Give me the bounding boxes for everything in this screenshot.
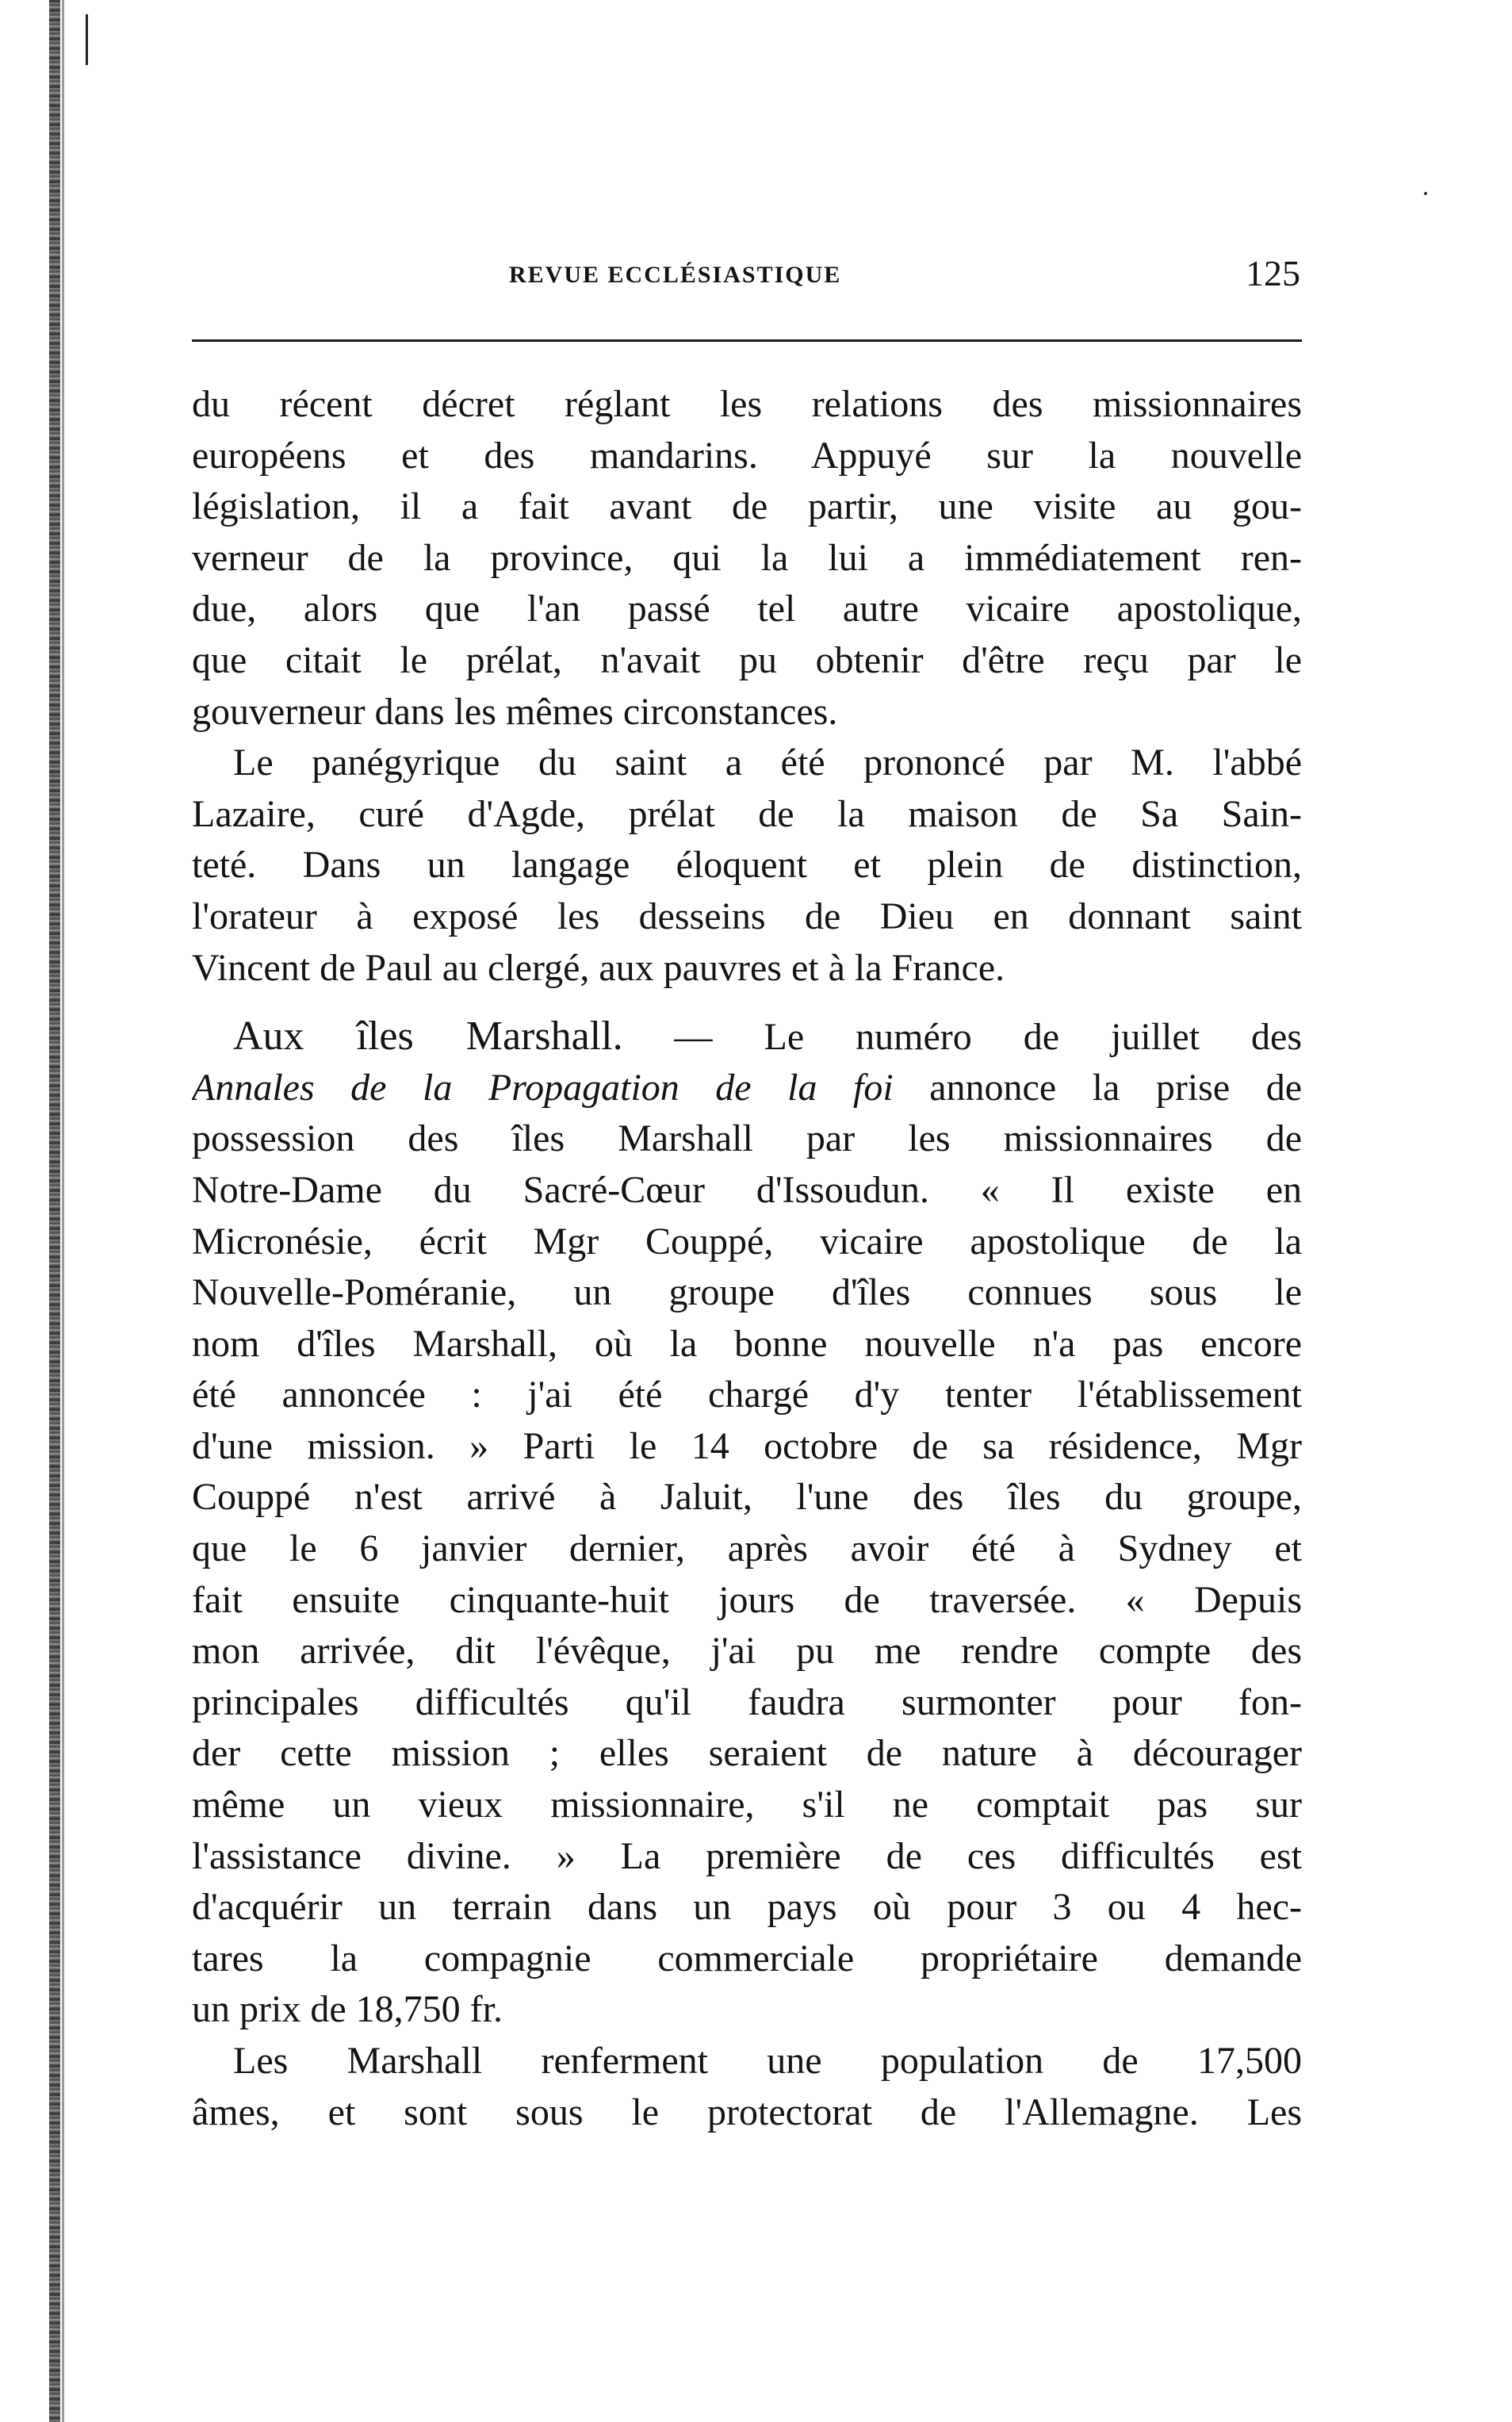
text-line: du récent décret réglant les relations des missionnaires	[192, 383, 1302, 425]
text-line: Micronésie, écrit Mgr Couppé, vicaire apostolique de la	[192, 1220, 1302, 1263]
text-line: Nouvelle-Poméranie, un groupe d'îles connues sous le	[192, 1271, 1302, 1314]
text-line: d'acquérir un terrain dans un pays où pour 3 ou 4 hec-	[192, 1886, 1302, 1929]
text-line: même un vieux missionnaire, s'il ne comptait pas sur	[192, 1784, 1302, 1826]
text-line: l'assistance divine. » La première de ces difficultés est	[192, 1834, 1302, 1877]
paragraph-decree	[192, 379, 1302, 738]
paragraph-marshall	[192, 1011, 1302, 2036]
text-line: Le panégyrique du saint a été prononcé par M. l'abbé	[233, 742, 1302, 784]
text-line: fait ensuite cinquante-huit jours de traversée. « Depuis	[192, 1578, 1302, 1621]
text-line: verneur de la province, qui la lui a immédiatement ren-	[192, 536, 1302, 579]
paragraph-panegyric	[192, 738, 1302, 994]
text-line: Couppé n'est arrivé à Jaluit, l'une des îles du groupe,	[192, 1476, 1302, 1519]
text-line: possession des îles Marshall par les missionnaires de	[192, 1117, 1302, 1160]
text-line: été annoncée : j'ai été chargé d'y tenter l'établissement	[192, 1374, 1302, 1416]
text-line: tares la compagnie commerciale propriétaire demande	[192, 1937, 1302, 1979]
paragraph-population	[192, 2036, 1302, 2138]
text-line: due, alors que l'an passé tel autre vicaire apostolique,	[192, 588, 1302, 630]
section-heading-line	[192, 1011, 1302, 1063]
text-line: que citait le prélat, n'avait pu obtenir d'être reçu par le	[192, 638, 1302, 681]
text-line: nom d'îles Marshall, où la bonne nouvelle n'a pas encore	[192, 1322, 1302, 1365]
text-line: que le 6 janvier dernier, après avoir été à Sydney et	[192, 1527, 1302, 1570]
heading-continuation: — Le numéro de juillet des	[622, 1016, 1302, 1059]
text-line: Vincent de Paul au clergé, aux pauvres et à la France.	[192, 946, 1005, 989]
journal-title: Annales de la Propagation de la foi	[192, 1066, 894, 1109]
section-gap	[192, 994, 1302, 1011]
page-number: 125	[1246, 253, 1300, 293]
text-line	[192, 1063, 1302, 1114]
running-head	[192, 252, 1302, 300]
text-line: d'une mission. » Parti le 14 octobre de sa résidence, Mgr	[192, 1424, 1302, 1467]
text-line: européens et des mandarins. Appuyé sur la nouvelle	[192, 434, 1302, 477]
scanned-binding-edge	[49, 0, 60, 2422]
running-title: REVUE ECCLÉSIASTIQUE	[509, 262, 842, 288]
text-line: âmes, et sont sous le protectorat de l'Allemagne. Les	[192, 2091, 1302, 2133]
body-text	[192, 379, 1302, 2138]
text-line: Notre-Dame du Sacré-Cœur d'Issoudun. « Il existe en	[192, 1168, 1302, 1211]
text-line: teté. Dans un langage éloquent et plein de distinction,	[192, 844, 1302, 887]
section-heading: Aux îles Marshall.	[233, 1014, 623, 1060]
text-line: législation, il a fait avant de partir, une visite au gou-	[192, 485, 1302, 528]
text-line: Les Marshall renferment une population de 17,500	[233, 2040, 1302, 2082]
text-line: un prix de 18,750 fr.	[192, 1988, 503, 2031]
binding-mark	[86, 14, 88, 65]
text-continuation: annonce la prise de	[893, 1066, 1302, 1109]
text-line: der cette mission ; elles seraient de nature à décourager	[192, 1732, 1302, 1775]
text-line: principales difficultés qu'il faudra surmonter pour fon-	[192, 1680, 1302, 1723]
text-line: Lazaire, curé d'Agde, prélat de la maison de Sa Sain-	[192, 792, 1302, 835]
text-line: l'orateur à exposé les desseins de Dieu en donnant saint	[192, 895, 1302, 937]
text-line: mon arrivée, dit l'évêque, j'ai pu me rendre compte des	[192, 1630, 1302, 1673]
text-line: gouverneur dans les mêmes circonstances.	[192, 690, 838, 733]
header-rule	[192, 339, 1302, 342]
binding-shadow	[62, 0, 64, 2422]
scan-speck	[1424, 192, 1427, 195]
